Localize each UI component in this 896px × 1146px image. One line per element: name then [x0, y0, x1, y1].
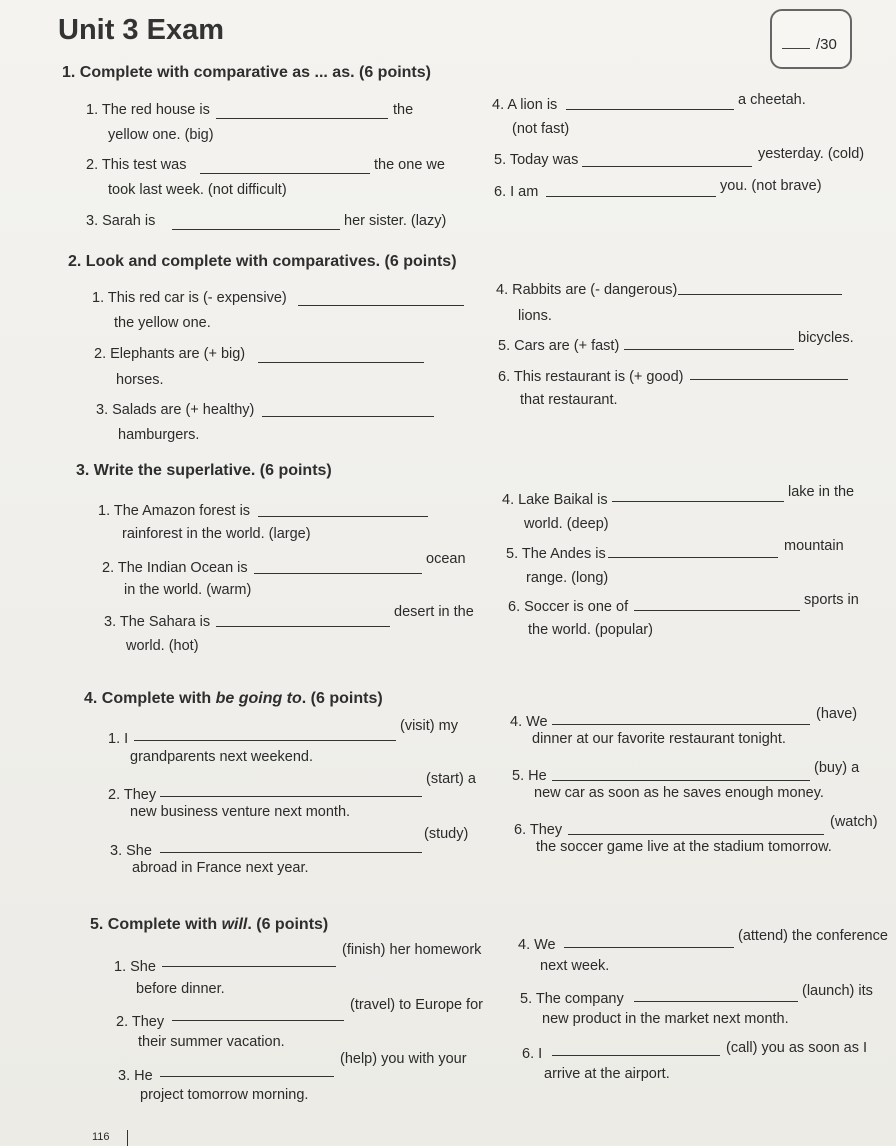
s2-q3-text: 3. Salads are (+ healthy) [96, 402, 255, 418]
s5-q5-blank[interactable] [634, 1001, 798, 1002]
s2-q3-text-b: hamburgers. [118, 427, 200, 443]
section-3-heading: 3. Write the superlative. (6 points) [76, 462, 332, 479]
s5-q6-text: 6. I [522, 1046, 543, 1062]
s1-q1-text: 1. The red house is [86, 102, 210, 118]
section-1-heading: 1. Complete with comparative as ... as. (6 points) [62, 64, 431, 81]
page-number-divider [127, 1130, 128, 1146]
s1-q1-text-c: yellow one. (big) [108, 127, 214, 143]
s3-q3-blank[interactable] [216, 626, 390, 627]
s5-q6-text-c: arrive at the airport. [544, 1066, 670, 1082]
s4-q5-blank[interactable] [552, 780, 810, 781]
s4-q5-text: 5. He [512, 768, 547, 784]
s5-q6-blank[interactable] [552, 1055, 720, 1056]
s4-q1-text: 1. I [108, 731, 129, 747]
s1-q5-text-b: yesterday. (cold) [758, 146, 865, 162]
s4-q6-text-b: (watch) [830, 814, 878, 830]
s1-q4-blank[interactable] [566, 109, 734, 110]
s5-q2-text-b: (travel) to Europe for [350, 997, 483, 1013]
s3-q1-text: 1. The Amazon forest is [98, 503, 251, 519]
s5-q4-text-c: next week. [540, 958, 610, 974]
s4-q6-blank[interactable] [568, 834, 824, 835]
page-number: 116 [92, 1131, 110, 1143]
s3-q5-text-c: range. (long) [526, 570, 609, 586]
s3-q4-blank[interactable] [612, 501, 784, 502]
s2-q5-text: 5. Cars are (+ fast) [498, 338, 620, 354]
s3-q5-blank[interactable] [608, 557, 778, 558]
s2-q5-text-b: bicycles. [798, 330, 854, 346]
s2-q6-text-b: that restaurant. [520, 392, 618, 408]
s5-q4-text: 4. We [518, 937, 556, 953]
s3-q5-text-b: mountain [784, 538, 844, 554]
section-4-heading [84, 690, 383, 708]
s5-q3-blank[interactable] [160, 1076, 334, 1077]
s3-q4-text-c: world. (deep) [524, 516, 609, 532]
s4-q3-text: 3. She [110, 843, 152, 859]
s4-q2-blank[interactable] [160, 796, 422, 797]
s2-q4-text: 4. Rabbits are (- dangerous) [496, 282, 678, 298]
s4-q3-text-c: abroad in France next year. [132, 860, 309, 876]
s2-q4-text-b: lions. [518, 308, 552, 324]
s2-q2-text: 2. Elephants are (+ big) [94, 346, 246, 362]
s5-q2-text: 2. They [116, 1014, 165, 1030]
s5-q2-text-c: their summer vacation. [138, 1034, 285, 1050]
page-title: Unit 3 Exam [58, 14, 224, 46]
s3-q2-text-c: in the world. (warm) [124, 582, 252, 598]
s1-q4-text-c: (not fast) [512, 121, 570, 137]
s1-q2-text-b: the one we [374, 157, 445, 173]
s2-q4-blank[interactable] [678, 294, 842, 295]
section-2-heading: 2. Look and complete with comparatives. (6 points) [68, 253, 457, 270]
s3-q6-text-c: the world. (popular) [528, 622, 653, 638]
s3-q2-text: 2. The Indian Ocean is [102, 560, 248, 576]
score-total: /30 [816, 36, 837, 53]
s4-q1-blank[interactable] [134, 740, 396, 741]
s1-q5-blank[interactable] [582, 166, 752, 167]
s5-q4-text-b: (attend) the conference [738, 928, 888, 944]
s1-q4-text-b: a cheetah. [738, 92, 806, 108]
s5-q1-text: 1. She [114, 959, 156, 975]
s4-q2-text-c: new business venture next month. [130, 804, 351, 820]
s1-q6-text-b: you. (not brave) [720, 178, 822, 194]
s4-q6-text: 6. They [514, 822, 563, 838]
s1-q3-text-b: her sister. (lazy) [344, 213, 447, 229]
s5-q1-text-c: before dinner. [136, 981, 225, 997]
s3-q3-text-c: world. (hot) [126, 638, 199, 654]
s4-q4-blank[interactable] [552, 724, 810, 725]
s5-q1-text-b: (finish) her homework [342, 942, 482, 958]
s3-q2-text-b: ocean [426, 551, 466, 567]
s5-heading-a: 5. Complete with [90, 916, 222, 933]
s3-q1-blank[interactable] [258, 516, 428, 517]
s2-q2-blank[interactable] [258, 362, 424, 363]
s1-q5-text: 5. Today was [494, 152, 579, 168]
s5-heading-em: will [221, 916, 248, 933]
s4-q5-text-b: (buy) a [814, 760, 860, 776]
s2-q3-blank[interactable] [262, 416, 434, 417]
s3-q1-text-b: rainforest in the world. (large) [122, 526, 311, 542]
s4-q4-text-b: (have) [816, 706, 858, 722]
s4-q4-text: 4. We [510, 714, 548, 730]
s5-q3-text-c: project tomorrow morning. [140, 1087, 309, 1103]
s5-q5-text: 5. The company [520, 991, 624, 1007]
s1-q1-blank[interactable] [216, 118, 388, 119]
s5-q6-text-b: (call) you as soon as I [726, 1040, 868, 1056]
s1-q3-blank[interactable] [172, 229, 340, 230]
s5-q5-text-c: new product in the market next month. [542, 1011, 789, 1027]
s4-heading-a: 4. Complete with [84, 690, 216, 707]
s2-q6-text: 6. This restaurant is (+ good) [498, 369, 684, 385]
s3-q3-text: 3. The Sahara is [104, 614, 211, 630]
s3-q5-text: 5. The Andes is [506, 546, 606, 562]
s4-q6-text-c: the soccer game live at the stadium tomorrow. [536, 839, 832, 855]
s4-q2-text: 2. They [108, 787, 157, 803]
s4-q3-blank[interactable] [160, 852, 422, 853]
s2-q1-text: 1. This red car is (- expensive) [92, 290, 287, 306]
s5-q4-blank[interactable] [564, 947, 734, 948]
s4-q4-text-c: dinner at our favorite restaurant tonight. [532, 731, 786, 747]
score-box [770, 9, 852, 69]
s4-q1-text-b: (visit) my [400, 718, 458, 734]
s2-q6-blank[interactable] [690, 379, 848, 380]
s2-q2-text: 2. This test was [86, 157, 187, 173]
s4-q1-text-c: grandparents next weekend. [130, 749, 313, 765]
s1-q2-text-c: took last week. (not difficult) [108, 182, 287, 198]
section-5-heading [90, 916, 328, 934]
s5-q3-text: 3. He [118, 1068, 153, 1084]
s2-q2-text-b: horses. [116, 372, 164, 388]
s1-q2-blank[interactable] [200, 173, 370, 174]
s1-q1-text-b: the [393, 102, 414, 118]
s3-q4-text-b: lake in the [788, 484, 855, 500]
s3-q4-text: 4. Lake Baikal is [502, 492, 608, 508]
s1-q3-text: 3. Sarah is [86, 213, 156, 229]
s5-heading-b: . (6 points) [247, 916, 329, 933]
s4-q5-text-c: new car as soon as he saves enough money. [534, 785, 824, 801]
s5-q3-text-b: (help) you with your [340, 1051, 467, 1067]
s2-q1-blank[interactable] [298, 305, 464, 306]
s3-q6-text: 6. Soccer is one of [508, 599, 629, 615]
s1-q6-text: 6. I am [494, 184, 539, 200]
s1-q4-text: 4. A lion is [492, 97, 558, 113]
score-blank[interactable] [782, 48, 810, 49]
s2-q5-blank[interactable] [624, 349, 794, 350]
s3-q6-blank[interactable] [634, 610, 800, 611]
s1-q6-blank[interactable] [546, 196, 716, 197]
s5-q1-blank[interactable] [162, 966, 336, 967]
s4-q3-text-b: (study) [424, 826, 469, 842]
s2-q1-text-b: the yellow one. [114, 315, 211, 331]
s5-q2-blank[interactable] [172, 1020, 344, 1021]
s3-q3-text-b: desert in the [394, 604, 474, 620]
s5-q5-text-b: (launch) its [802, 983, 873, 999]
s4-q2-text-b: (start) a [426, 771, 476, 787]
s3-q6-text-b: sports in [804, 592, 859, 608]
s4-heading-em: be going to [215, 690, 302, 707]
s4-heading-b: . (6 points) [301, 690, 383, 707]
s3-q2-blank[interactable] [254, 573, 422, 574]
